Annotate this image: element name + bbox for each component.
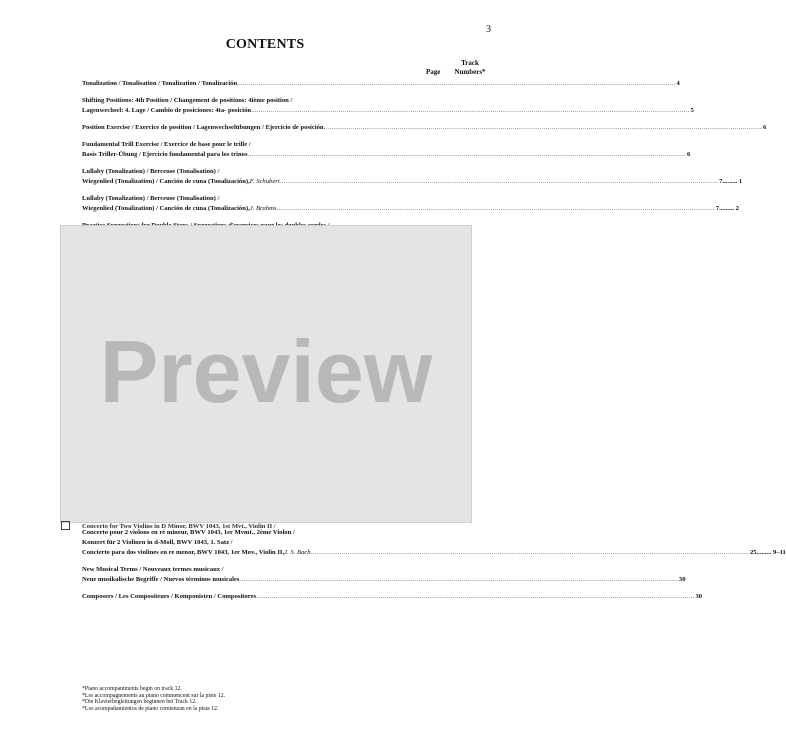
dot-leader: ................................................................................................................................................................................................................................. bbox=[323, 124, 762, 131]
toc-line bbox=[82, 575, 686, 585]
entry-text: Neue musikalische Begriffe / Nuevos términos musicales bbox=[82, 576, 240, 583]
toc-entry bbox=[82, 123, 767, 133]
footnotes bbox=[82, 686, 225, 712]
entry-text: Konzert für 2 Violinen in d-Moll, BWV 1043, 1. Satz / bbox=[82, 539, 233, 546]
track-ref: ......... 1 bbox=[722, 178, 743, 185]
entry-text: Composers / Les Compositeurs / Komponisten / Compositores bbox=[82, 593, 257, 600]
preview-watermark bbox=[60, 225, 472, 523]
toc-entry bbox=[82, 565, 686, 585]
toc-line bbox=[82, 167, 492, 177]
toc-line bbox=[82, 538, 492, 548]
entry-text: Position Exercise / Exercice de position / Lagenwechselübungen / Ejercicio de posición bbox=[82, 124, 324, 131]
entry-text: Lullaby (Tonalization) / Berceuse (Tonalisation) / bbox=[82, 195, 220, 202]
entry-text: Wiegenlied (Tonalization) / Canción de cuna (Tonalización), bbox=[82, 178, 250, 185]
entry-text: Lagenwechsel: 4. Lage / Cambio de posiciones: 4ta- posición bbox=[82, 107, 252, 114]
preview-label: Preview bbox=[99, 322, 433, 421]
page-ref: 25 bbox=[749, 549, 757, 556]
footnote: *Les accompagnements au piano commencent sur la piste 12. bbox=[82, 692, 226, 699]
dot-leader: ................................................................................................................................................................................................................................. bbox=[247, 151, 686, 158]
toc-line bbox=[82, 204, 739, 214]
toc-entry bbox=[82, 140, 691, 160]
toc-line bbox=[82, 592, 703, 602]
entry-text: New Musical Terms / Nouveaux termes musicaux / bbox=[82, 566, 224, 573]
toc-line bbox=[82, 123, 767, 133]
toc-entry bbox=[82, 79, 680, 89]
page-column-header: Page bbox=[426, 68, 441, 76]
toc-line bbox=[82, 79, 680, 89]
composer-name: J. S. Bach bbox=[284, 549, 311, 556]
toc-line bbox=[82, 177, 743, 187]
track-header-line1: Track bbox=[461, 59, 479, 67]
page-title: CONTENTS bbox=[225, 37, 305, 52]
dot-leader: ................................................................................................................................................................................................................................. bbox=[239, 576, 678, 583]
dot-leader: ................................................................................................................................................................................................................................. bbox=[310, 549, 749, 556]
toc-entry bbox=[82, 592, 703, 602]
page-ref: 6 bbox=[763, 124, 767, 131]
toc-lower-entries bbox=[82, 522, 786, 609]
entry-text: Wiegenlied (Tonalization) / Canción de cuna (Tonalización), bbox=[82, 205, 250, 212]
dot-leader: ................................................................................................................................................................................................................................. bbox=[237, 80, 676, 87]
track-ref: ......... 9–11 bbox=[756, 549, 786, 556]
page-ref: 7 bbox=[719, 178, 723, 185]
composer-name: F. Schubert bbox=[249, 178, 280, 185]
track-column-header bbox=[450, 59, 490, 77]
toc-line bbox=[82, 106, 694, 116]
dot-leader: ................................................................................................................................................................................................................................. bbox=[276, 205, 715, 212]
entry-text: Lullaby (Tonalization) / Berceuse (Tonalisation) / bbox=[82, 168, 220, 175]
toc-line bbox=[82, 194, 492, 204]
dot-leader: ................................................................................................................................................................................................................................. bbox=[256, 593, 695, 600]
toc-line bbox=[82, 96, 492, 106]
entry-text: Tonalization / Tonalisation / Tonalization / Tonalización bbox=[82, 80, 238, 87]
entry-text: Shifting Positions: 4th Position / Changement de positions: 4ième position / bbox=[82, 97, 293, 104]
dot-leader: ................................................................................................................................................................................................................................. bbox=[251, 107, 690, 114]
page-ref: 30 bbox=[678, 576, 686, 583]
entry-text: Concerto for Two Violins in D Minor, BWV 1043, 1st Mvt., Violin II / bbox=[82, 523, 276, 530]
toc-line bbox=[82, 528, 492, 538]
toc-line bbox=[82, 150, 691, 160]
page-ref: 30 bbox=[695, 593, 703, 600]
footnote: *Die Klavierbegleitungen beginnen bei Track 12. bbox=[82, 699, 197, 706]
square-icon bbox=[61, 521, 70, 530]
page-ref: 6 bbox=[686, 151, 691, 158]
composer-name: J. Brahms bbox=[249, 205, 277, 212]
toc-entry bbox=[82, 522, 786, 558]
toc-entries bbox=[82, 79, 767, 238]
toc-entry bbox=[82, 167, 743, 187]
footnote: *Los acompañamientos de piano comienzan en la pista 12. bbox=[82, 705, 219, 712]
toc-entry bbox=[82, 194, 739, 214]
page-ref: 4 bbox=[676, 80, 680, 87]
entry-text: Concierto para dos violines en re menor, BWV 1043, 1er Mov., Violin II, bbox=[82, 549, 285, 556]
track-header-line2: Numbers* bbox=[454, 68, 486, 76]
page-number: 3 bbox=[486, 24, 491, 35]
entry-text: Fundamental Trill Exercise / Exercice de base pour le trille / bbox=[82, 141, 251, 148]
toc-line bbox=[82, 140, 492, 150]
toc-line bbox=[82, 548, 786, 558]
entry-text: Concerto pour 2 violons en ré mineur, BWV 1043, 1er Mvmt., 2ème Violon / bbox=[82, 529, 295, 536]
dot-leader: ................................................................................................................................................................................................................................. bbox=[279, 178, 719, 185]
footnote: *Piano accompaniments begin on track 12. bbox=[82, 686, 182, 692]
page-ref: 7 bbox=[715, 205, 720, 212]
track-ref: ......... 2 bbox=[719, 205, 739, 212]
entry-text: Basis Triller-Übung / Ejercicio fundamental para los trinos bbox=[82, 151, 248, 158]
page-ref: 5 bbox=[690, 107, 694, 114]
toc-line bbox=[82, 565, 492, 575]
toc-entry bbox=[82, 96, 694, 116]
